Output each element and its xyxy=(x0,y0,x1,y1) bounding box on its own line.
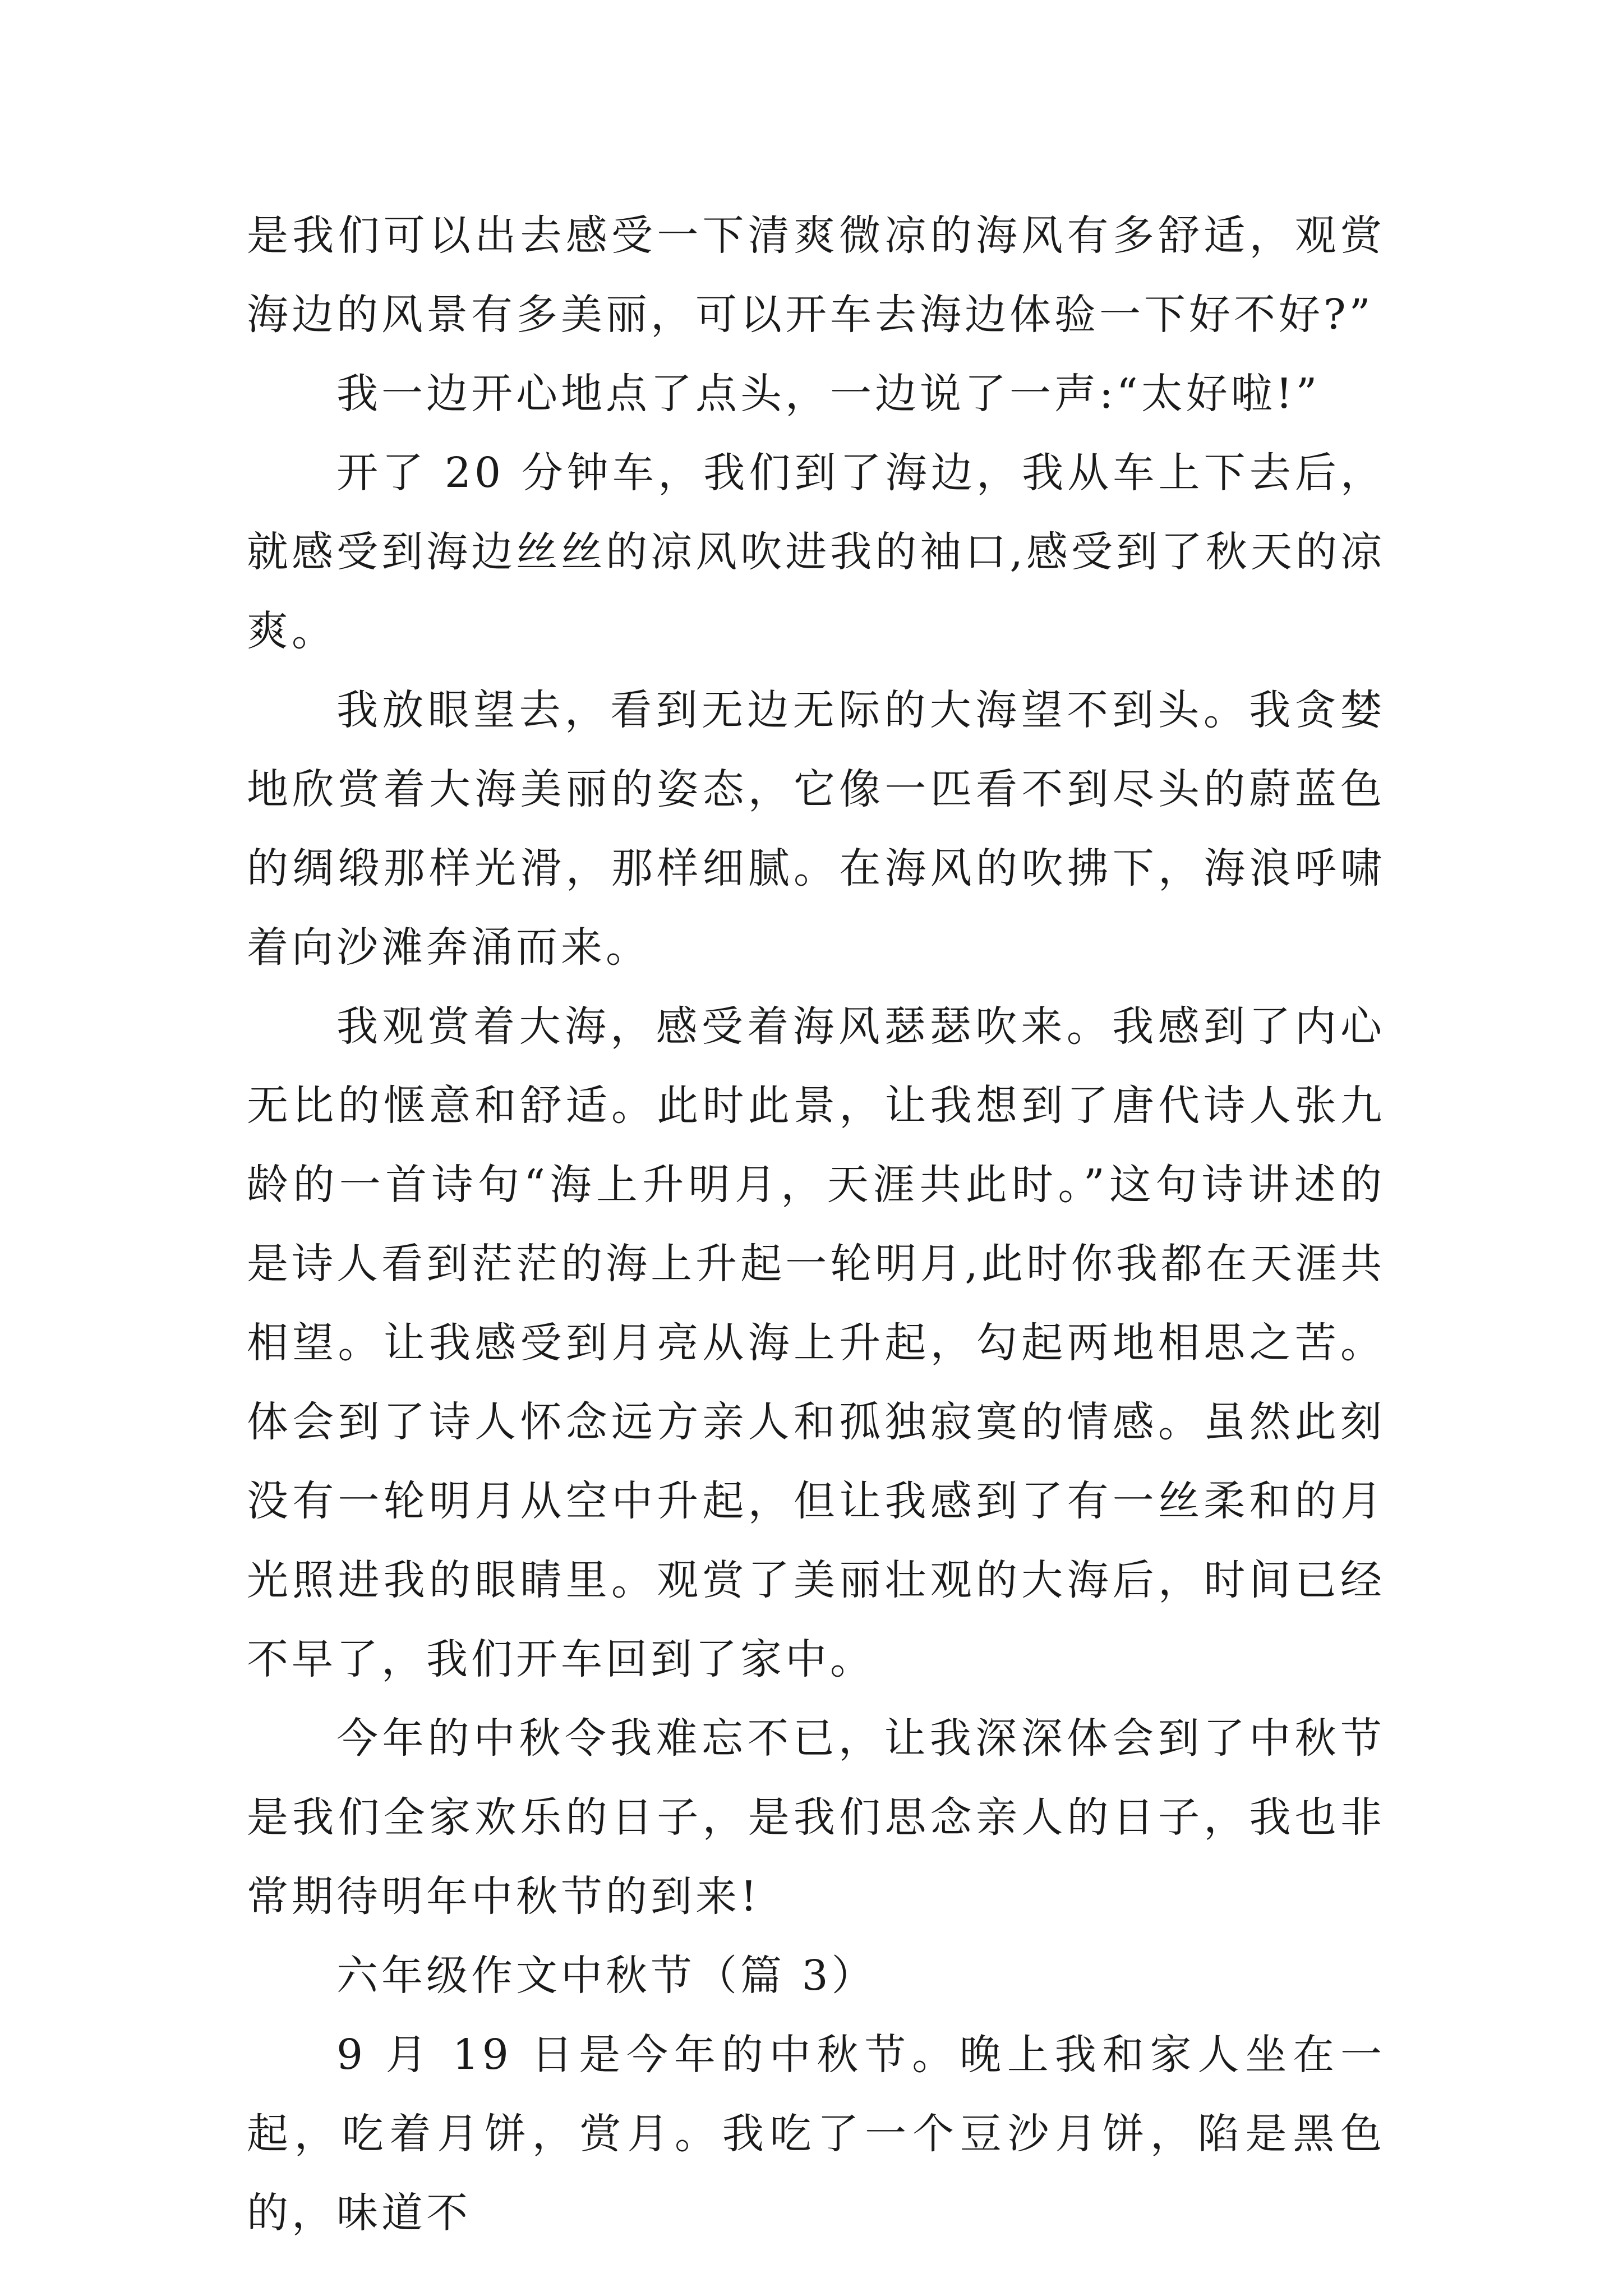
paragraph-7: 9 月 19 日是今年的中秋节。晚上我和家人坐在一起，吃着月饼，赏月。我吃了一个豆沙月饼，陷是黑色的，味道不 xyxy=(247,2031,1385,2237)
document-body xyxy=(247,196,1385,2253)
paragraph-6: 今年的中秋令我难忘不已，让我深深体会到了中秋节是我们全家欢乐的日子，是我们思念亲人的日子，我也非常期待明年中秋节的到来! xyxy=(247,1714,1385,1921)
paragraph-3: 开了 20 分钟车，我们到了海边，我从车上下去后，就感受到海边丝丝的凉风吹进我的袖口,感受到了秋天的凉爽。 xyxy=(247,449,1385,655)
paragraph-1: 是我们可以出去感受一下清爽微凉的海风有多舒适，观赏海边的风景有多美丽，可以开车去海边体验一下好不好?” xyxy=(247,211,1385,339)
paragraph-5: 我观赏着大海，感受着海风瑟瑟吹来。我感到了内心无比的惬意和舒适。此时此景，让我想到了唐代诗人张九龄的一首诗句“海上升明月，天涯共此时。”这句诗讲述的是诗人看到茫茫的海上升起一轮明月,此时你我都在天涯共相望。让我感受到月亮从海上升起，勾起两地相思之苦。体会到了诗人怀念远方亲人和孤独寂寞的情感。虽然此刻没有一轮明月从空中升起，但让我感到了有一丝柔和的月光照进我的眼睛里。观赏了美丽壮观的大海后，时间已经不早了，我们开车回到了家中。 xyxy=(247,1002,1385,1683)
section-heading: 六年级作文中秋节（篇 3） xyxy=(336,1952,877,2000)
paragraph-4: 我放眼望去，看到无边无际的大海望不到头。我贪婪地欣赏着大海美丽的姿态，它像一匹看不到尽头的蔚蓝色的绸缎那样光滑，那样细腻。在海风的吹拂下，海浪呼啸着向沙滩奔涌而来。 xyxy=(247,686,1385,972)
paragraph-2: 我一边开心地点了点头，一边说了一声:“太好啦!” xyxy=(336,370,1321,418)
